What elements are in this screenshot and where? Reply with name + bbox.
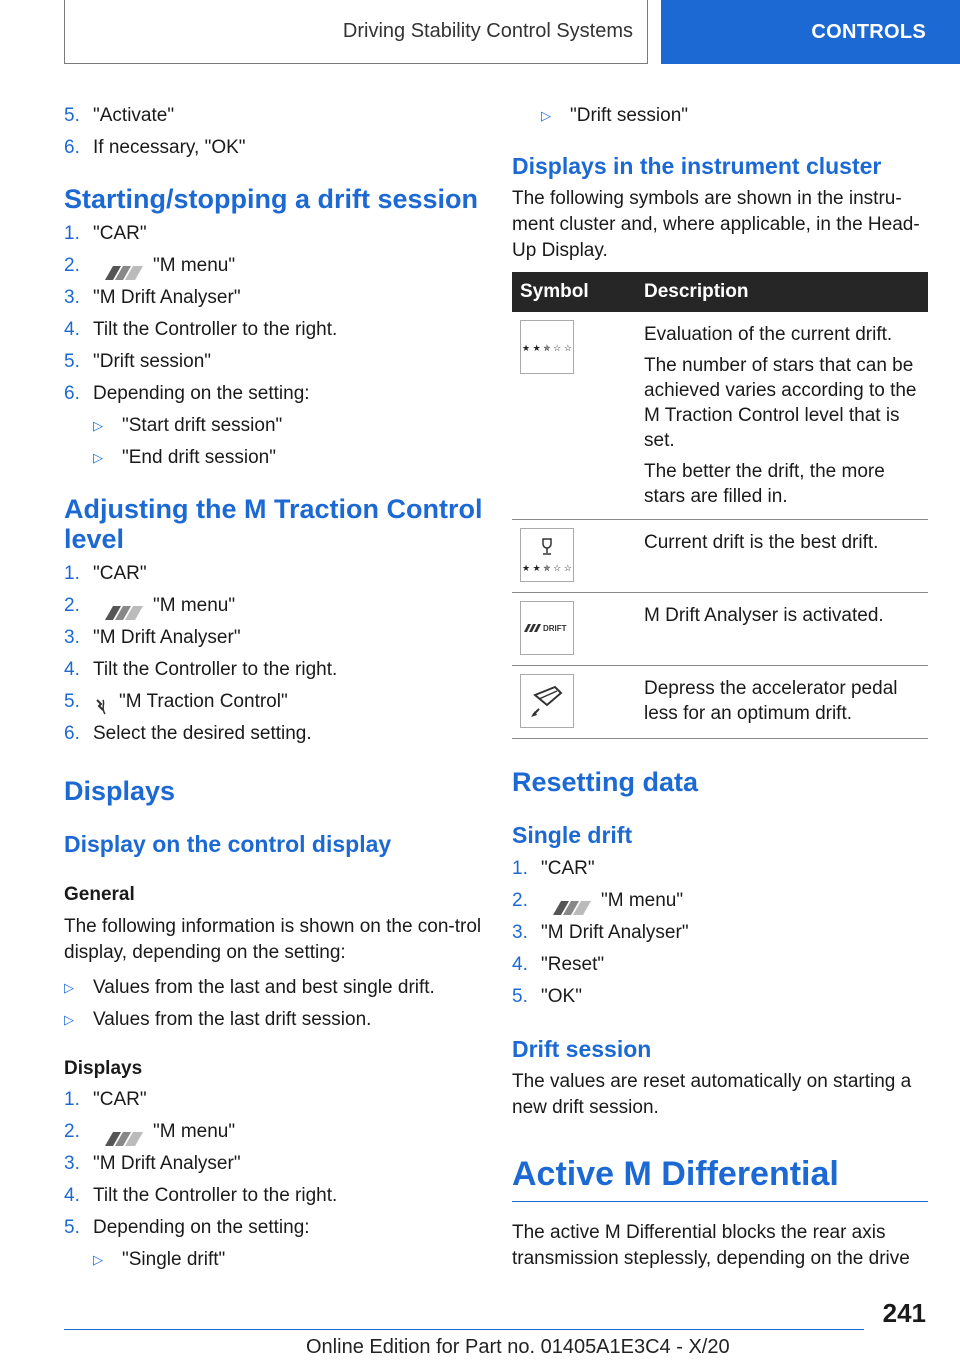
triangle-bullet-icon: ▷ [93, 450, 103, 465]
right-column [512, 100, 928, 1272]
chapter-title-text: CONTROLS [811, 20, 926, 43]
list-item: 3. "M Drift Analyser" [512, 922, 689, 943]
list-item: 4. Tilt the Controller to the right. [64, 1185, 338, 1206]
single-drift-steps [512, 853, 928, 1013]
description-column-header: Description [636, 272, 928, 312]
list-item: 3. "M Drift Analyser" [64, 627, 241, 648]
drift-steps [64, 218, 484, 474]
description-text: Depress the accelerator pedal less for an optimum drift. [644, 678, 898, 724]
list-item: 3. "M Drift Analyser" [64, 287, 241, 308]
drift-session-reset-heading: Drift session [512, 1036, 652, 1062]
list-item: ▷ Values from the last drift session. [64, 1004, 484, 1036]
traction-heading: Adjusting the M Traction Control level [64, 494, 483, 554]
triangle-bullet-icon: ▷ [64, 980, 74, 995]
active-m-differential-heading: Active M Differential [512, 1153, 928, 1202]
list-item: 4. Tilt the Controller to the right. [64, 319, 338, 340]
list-item: 5. "M Traction Control" [64, 691, 288, 712]
header-chapter-tab [661, 0, 960, 64]
list-item: 2. "M menu" [512, 885, 928, 917]
triangle-bullet-icon: ▷ [541, 108, 551, 123]
m-stripes-icon [545, 894, 593, 908]
triangle-bullet-icon: ▷ [93, 418, 103, 433]
list-item: 1. "CAR" [64, 563, 147, 584]
list-item: 2. "M menu" [64, 590, 484, 622]
header-section-title [64, 0, 648, 64]
edition-text: Online Edition for Part no. 01405A1E3C4 - X/20 [306, 1336, 730, 1358]
description-text: Current drift is the best drift. [644, 532, 879, 553]
displays-sub-bullets [93, 1244, 484, 1276]
list-item: 2. "M menu" [64, 250, 484, 282]
triangle-bullet-icon: ▷ [64, 1012, 74, 1027]
list-item: ▷ "Single drift" [93, 1244, 484, 1276]
svg-text:★ ★ ✯ ☆ ☆: ★ ★ ✯ ☆ ☆ [522, 563, 572, 573]
table-row [512, 666, 928, 739]
trophy-stars-icon [520, 528, 574, 582]
general-text: The following information is shown on the con-trol display, depending on the setting: [64, 916, 482, 963]
left-column [64, 100, 484, 1276]
list-item: 1. "CAR" [64, 223, 147, 244]
description-text: The better the drift, the more stars are filled in. [644, 461, 885, 507]
general-heading: General [64, 884, 135, 905]
m-drift-icon [520, 601, 574, 655]
list-item: 4. "Reset" [512, 954, 605, 975]
list-item: ▷ Values from the last and best single drift. [64, 972, 484, 1004]
table-row [512, 593, 928, 666]
cluster-heading: Displays in the instrument cluster [512, 153, 882, 179]
list-item: 2. "M menu" [64, 1116, 484, 1148]
description-text: Evaluation of the current drift. [644, 324, 893, 345]
stars-icon [520, 320, 574, 374]
list-item: 5. "Drift session" [64, 351, 212, 372]
list-item: ▷ "End drift session" [93, 442, 484, 474]
svg-text:★ ★ ✯ ☆ ☆: ★ ★ ✯ ☆ ☆ [522, 343, 572, 353]
traction-car-icon [93, 695, 113, 709]
symbol-table [512, 272, 928, 739]
m-stripes-icon [97, 1125, 145, 1139]
footer-divider [64, 1329, 864, 1330]
resetting-heading: Resetting data [512, 767, 699, 797]
description-text: The number of stars that can be achieved varies according to the M Traction Control level that is set. [644, 355, 917, 451]
svg-text:DRIFT: DRIFT [543, 624, 567, 633]
table-header-row [512, 272, 928, 312]
list-item: 6. Select the desired setting. [64, 723, 312, 744]
list-item: 5. "Activate" [64, 105, 175, 126]
m-stripes-icon [97, 599, 145, 613]
table-row [512, 520, 928, 593]
displays-sub-heading: Displays [64, 1058, 143, 1079]
section-title-text: Driving Stability Control Systems [342, 20, 633, 42]
m-stripes-icon [97, 259, 145, 273]
list-item: 4. Tilt the Controller to the right. [64, 659, 338, 680]
drift-session-text: The values are reset automatically on starting a new drift session. [512, 1071, 912, 1118]
differential-text: The active M Differential blocks the rear axis transmission steplessly, depending on the drive [512, 1222, 910, 1269]
displays-heading: Displays [64, 776, 176, 806]
displays-steps [64, 1084, 484, 1276]
list-item: 5. "OK" [512, 986, 582, 1007]
top-bullet-list [541, 100, 928, 132]
description-text: M Drift Analyser is activated. [644, 605, 884, 626]
list-item: 1. "CAR" [64, 1089, 147, 1110]
drift-sub-bullets [93, 410, 484, 474]
symbol-column-header: Symbol [512, 272, 636, 312]
list-item: 1. "CAR" [512, 858, 595, 879]
triangle-bullet-icon: ▷ [93, 1252, 103, 1267]
cluster-text: The following symbols are shown in the instru-ment cluster and, where applicable, in the Head-Up Display. [512, 188, 920, 261]
list-item: 6. Depending on the setting: ▷ "Start drift session" ▷ "End drift session" [64, 378, 484, 474]
traction-steps [64, 558, 484, 750]
single-drift-heading: Single drift [512, 822, 633, 848]
list-item: 6. If necessary, "OK" [64, 137, 246, 158]
accelerator-pedal-icon [520, 674, 574, 728]
list-item: 3. "M Drift Analyser" [64, 1153, 241, 1174]
list-item: 5. Depending on the setting: ▷ "Single drift" [64, 1212, 484, 1276]
table-row [512, 312, 928, 520]
list-item: ▷ "Start drift session" [93, 410, 484, 442]
list-item: ▷ "Drift session" [541, 100, 928, 132]
intro-steps [64, 100, 484, 164]
drift-session-heading: Starting/stopping a drift session [64, 184, 479, 214]
page-number: 241 [882, 1298, 926, 1328]
control-display-heading: Display on the control display [64, 831, 392, 857]
general-bullets [64, 972, 484, 1036]
